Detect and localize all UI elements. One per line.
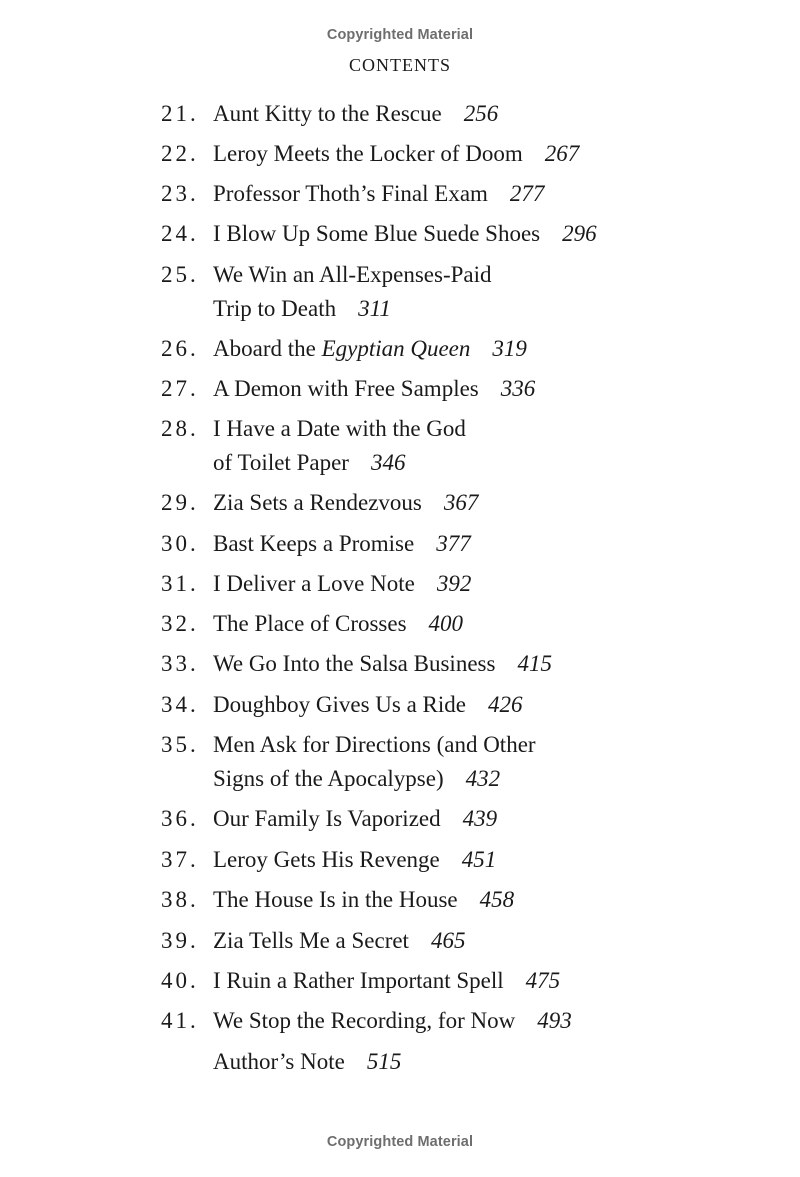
contents-heading: CONTENTS: [349, 55, 451, 75]
page-number: 465: [430, 928, 466, 953]
chapter-number: 27.: [161, 376, 199, 401]
page-number: 277: [509, 181, 545, 206]
page-number: 415: [517, 651, 552, 676]
chapter-number: 35.: [161, 732, 199, 757]
chapter-title: [213, 1045, 401, 1079]
chapter-title: [213, 924, 465, 958]
chapter-title: [213, 567, 471, 601]
page-number: 367: [443, 490, 479, 515]
chapter-number: 23.: [161, 181, 199, 206]
chapter-title-text: We Win an All-Expenses-Paid: [213, 262, 492, 287]
chapter-title-text: Bast Keeps a Promise: [213, 531, 415, 556]
chapter-title-text: We Stop the Recording, for Now: [213, 1008, 516, 1033]
chapter-title-text: Leroy Gets His Revenge: [213, 847, 440, 872]
chapter-title-text: Professor Thoth’s Final Exam: [213, 181, 488, 206]
chapter-title: [213, 883, 514, 917]
chapter-number: 28.: [161, 416, 199, 441]
chapter-title-continued: [213, 446, 405, 480]
chapter-title: [213, 332, 527, 366]
chapter-number: 36.: [161, 806, 199, 831]
chapter-title-continued: [213, 762, 500, 796]
chapter-title-text: I Ruin a Rather Important Spell: [213, 968, 504, 993]
chapter-title: [213, 527, 471, 561]
chapter-title-text: Zia Sets a Rendezvous: [213, 490, 422, 515]
page-number: 319: [492, 336, 527, 361]
chapter-title-text: Author’s Note: [213, 1049, 345, 1074]
page-number: 311: [358, 296, 391, 321]
chapter-title-text: Leroy Meets the Locker of Doom: [213, 141, 523, 166]
chapter-title-text: Men Ask for Directions (and Other: [213, 732, 536, 757]
page-number: 346: [370, 450, 406, 475]
chapter-number: 37.: [161, 847, 199, 872]
page-number: 432: [465, 766, 501, 791]
chapter-title: [213, 607, 463, 641]
chapter-number: 22.: [161, 141, 199, 166]
chapter-number: 33.: [161, 651, 199, 676]
chapter-title-text: A Demon with Free Samples: [213, 376, 479, 401]
chapter-title: [213, 258, 492, 292]
chapter-title: [213, 372, 535, 406]
chapter-number: 38.: [161, 887, 199, 912]
chapter-title-text: Doughboy Gives Us a Ride: [213, 692, 466, 717]
chapter-number: 32.: [161, 611, 199, 636]
page-number: 377: [436, 531, 471, 556]
chapter-title: [213, 688, 522, 722]
chapter-title-continued: [213, 292, 391, 326]
chapter-number: 21.: [161, 101, 199, 126]
chapter-number: 26.: [161, 336, 199, 361]
chapter-title-text: Zia Tells Me a Secret: [213, 928, 409, 953]
chapter-title: [213, 412, 466, 446]
chapter-title-text: Signs of the Apocalypse): [213, 766, 444, 791]
chapter-title-text: I Blow Up Some Blue Suede Shoes: [213, 221, 541, 246]
copyright-watermark-top: Copyrighted Material: [326, 27, 474, 43]
chapter-title-text: Trip to Death: [213, 296, 337, 321]
chapter-number: 34.: [161, 692, 199, 717]
page-number: 400: [428, 611, 464, 636]
chapter-title-text: I Have a Date with the God: [213, 416, 466, 441]
chapter-title-text: Our Family Is Vaporized: [213, 806, 441, 831]
chapter-number: 40.: [161, 968, 199, 993]
page-number: 451: [461, 847, 497, 872]
chapter-number: 24.: [161, 221, 199, 246]
chapter-title: [213, 486, 478, 520]
chapter-title: [213, 843, 496, 877]
chapter-title: [213, 1004, 572, 1038]
page-number: 426: [487, 692, 523, 717]
chapter-title: [213, 137, 579, 171]
chapter-title: [213, 802, 497, 836]
chapter-title-text: We Go Into the Salsa Business: [213, 651, 496, 676]
page-number: 267: [544, 141, 580, 166]
chapter-number: 30.: [161, 531, 199, 556]
chapter-number: 39.: [161, 928, 199, 953]
chapter-title-text: The Place of Crosses: [213, 611, 407, 636]
chapter-number: 31.: [161, 571, 199, 596]
chapter-title: [213, 964, 560, 998]
chapter-title: [213, 177, 544, 211]
chapter-title-text: I Deliver a Love Note: [213, 571, 415, 596]
chapter-number: 41.: [161, 1008, 199, 1033]
page-number: 493: [537, 1008, 572, 1033]
chapter-title: [213, 97, 498, 131]
chapter-title: [213, 217, 597, 251]
chapter-number: 29.: [161, 490, 199, 515]
chapter-title: [213, 728, 536, 762]
page-number: 256: [463, 101, 499, 126]
chapter-title-italic: Egyptian Queen: [321, 336, 471, 361]
chapter-title-text: The House Is in the House: [213, 887, 458, 912]
copyright-watermark-bottom: Copyrighted Material: [326, 1134, 474, 1150]
chapter-title: [213, 647, 552, 681]
page-number: 458: [479, 887, 515, 912]
page-number: 475: [525, 968, 561, 993]
page-number: 296: [562, 221, 597, 246]
chapter-title-text: Aunt Kitty to the Rescue: [213, 101, 442, 126]
chapter-title-text: of Toilet Paper: [213, 450, 349, 475]
chapter-title-text: Aboard the: [213, 336, 322, 361]
chapter-number: 25.: [161, 262, 199, 287]
page-number: 392: [436, 571, 472, 596]
page-number: 439: [462, 806, 498, 831]
page-number: 336: [500, 376, 536, 401]
page-number: 515: [366, 1049, 402, 1074]
